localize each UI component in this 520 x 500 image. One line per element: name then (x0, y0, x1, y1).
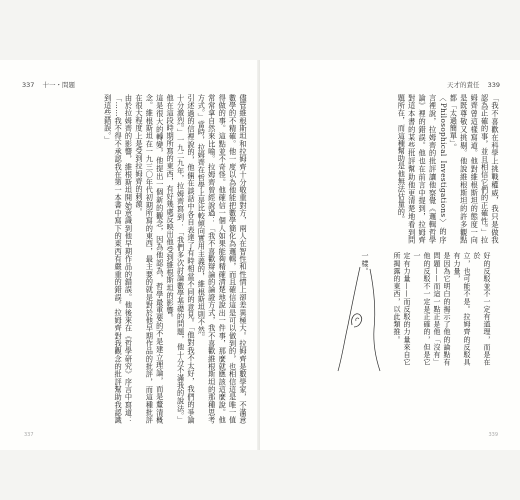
left-paragraph-2: 引述過的信裡說的，他倆在談話中各自表達了有時相當不同的意見。「他對我不太好，我們的爭論十分激烈。」一九二九年，拉姆齊寫到：「我們多次討論數學基礎的問題，他十分不滿我的說法。」他在這段時期所寫的東西，有好幾處反映出他受到維根斯坦的影響。 (166, 94, 196, 424)
quote-line-7: 所揭露的東西，以此類推。 (393, 252, 401, 344)
left-paragraph-4: 由於拉姆齊的影響，維根斯坦開始意識到他早期作品的錯誤。他後來在《哲學研究》序言中寫道：「……我不得不承認我在第一本書中寫下的東西有嚴重的錯誤。拉姆齊對我觀念的批評幫助我認識到這些錯誤。」 (103, 94, 134, 424)
right-page-number: 339 (487, 81, 500, 89)
right-page-footer: 339 (488, 432, 498, 438)
right-paragraph-2: 〈Philosophical Investigations〉的序言裡說，拉姆齊的批評讓他察覺《邏輯哲學論》裡的錯誤。他也在前言中提到，拉姆齊對這本書的某些批評幫助他更清楚地看到問題所在，而這種幫助是他無法估量的。 (397, 94, 448, 244)
right-page-closing: 一樣。 (361, 252, 369, 275)
book-spread (0, 60, 520, 450)
left-paragraph-1: 儘管維根斯坦和拉姆齊十分敬重對方，兩人在智性和性情上卻差異極大。拉姆齊是數學家，不滿意數學的不精確。他一度以為他能把數學簡化為邏輯，而且確信這是可以做到的，也相信這是唯一值得做的事。這點並不奇怪。他確信一個人如果能夠精確清楚地說出一件事，那麼就應該這麼說。他常常拿自然來比喻。拉姆齊曾經說過：「我不喜歡辯論的論證方式，我不喜歡維根斯坦的那種思考方式。」當時，拉姆齊在哲學上是比較傾向實用主義的，維根斯坦則不然。 (197, 94, 248, 424)
quote-line-3: 是因為它明白的揭示了他的論點有 (443, 252, 451, 366)
right-page-header (447, 80, 500, 89)
quote-line-5: 他的反駁不一定是正確的，但是它一 (413, 252, 431, 366)
right-paragraph-1: 「我不喜歡在科學上挑戰權威，我只是做我認為正確的事，並且相信它們的正確性。」拉姆齊曾這樣寫道。他對維根斯坦的態度一向是既尊敬又挑剔。他說維根斯坦的許多觀點都「太過簡單」。 (449, 94, 500, 244)
hand-drawn-figure-sketch-icon (330, 265, 390, 375)
quote-line-1: 好的反駁並不一定有道理，而是在於 (473, 252, 491, 366)
left-page-number: 337 (22, 81, 35, 89)
left-page-running-title: 十一・問題 (42, 81, 75, 89)
right-page (260, 60, 520, 450)
left-page-footer: 337 (24, 432, 34, 438)
right-page-running-title: 天才的責任 (447, 81, 480, 89)
quote-line-6: 定有力量——而反駁的力量來自它 (403, 252, 411, 366)
left-page-header (22, 80, 75, 89)
left-paragraph-3: 這是很大的轉變，他提出一個新的觀念，因為他認為，哲學最重要的不是建立理論，而是釐清概念。維根斯坦在一九三〇年代初期所寫的東西，最主要的就是對於他早期作品的批評，而這種批評在很大程度上是受到拉姆齊的刺激。 (134, 94, 165, 424)
left-page-body (22, 94, 248, 424)
right-page-body (320, 94, 500, 244)
quote-line-2: 立，也可能不是。拉姆齊的反駁具有力量， (453, 252, 471, 366)
quote-line-4: 問題——而這一點正是他「沒有」 (433, 252, 441, 366)
left-page (0, 60, 260, 450)
right-page-quote (372, 252, 492, 372)
